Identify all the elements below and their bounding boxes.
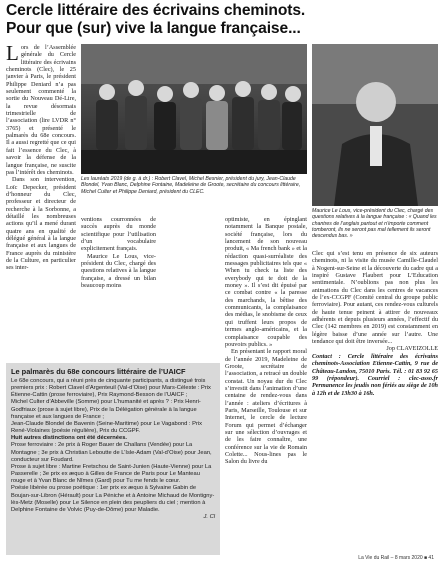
prize-box-signature: J. Cl	[203, 513, 215, 520]
prize-line: Poésie libérée ou prose poétique : 1er prix ex æquo à Sylvaine Gabin de Boujan-sur-Libron (Hérault) pour La Péniche et à Antoine Michaud de Montigny-lès-Metz (Moselle) pour Le Silence en plein des peupliers du ciel ; mention à Delphine Fontaine de Volvic (Puy-de-Dôme) pour Maladie.	[11, 485, 215, 513]
prize-line: Huit autres distinctions ont été décernées.	[11, 435, 127, 442]
column-1-paragraph-2: Dans son intervention, Loïc Depecker, président d’honneur du Clec, professeur et directeur de recherche à la Sorbonne, a détaillé les nombreuses actions qu’il a mené durant quatre ans en qualité de délégué général à la langue française et aux langues de France auprès du ministère de la Culture, en particulier ses inter-	[6, 176, 76, 272]
prize-list-title: Le palmarès du 68e concours littéraire de l’UAICF	[11, 367, 186, 376]
column-3-paragraph-1: optimiste, en épinglant notamment la Banque postale, société française, lors du lancement de son nouveau produit, « Ma french bank » et la rédaction quasi-surréaliste des messages publicitaires tels que « When tu check ta liste des everybody qui te doit de la money ». Il s’est dit épuisé par ce combat contre « la paresse des marchands, la bêtise des communicants, la complaisance des médias, le snobisme de ceux qui truffent leurs propos de termes anglo-américains, et la complaisance coupable des pouvoirs publics. »	[225, 216, 307, 348]
page-footer: La Vie du Rail – 8 mars 2020 ■ 41	[358, 555, 434, 561]
contact-info: Contact : Cercle littéraire des écrivains cheminots-Association Etienne-Cattin, 9 rue de Château-Landon, 75010 Paris. Tél. : 01 83 92 65 99 (répondeur). Courriel : clec-asso.fr Permanence les jeudis non fériés au siège de 10h à 12h et de 13h30 à 16h.	[312, 352, 438, 397]
photo-maurice-le-lous	[312, 44, 438, 206]
article-signature: Jop CLAVEIZOLLE	[386, 345, 438, 353]
prize-line: Jean-Claude Blondel de Bavenin (Seine-Maritime) pour Le Vagabond : Prix René-Violaines (poésie régulière), Prix du CCGPF.	[11, 420, 203, 435]
portrait-photo-illustration	[312, 44, 438, 206]
article-column-1	[6, 44, 76, 360]
prize-line: Le 68e concours, qui a réuni près de cinquante participants, a distingué trois premiers prix : Robert Clavel d’Argenteuil (Val-d’Oise) pour Mars-Céleste : Prix Étienne-Cattin (prose ferroviaire), Prix Raymond-Besson de l’UAICF ;	[11, 378, 211, 399]
prize-list-body	[6, 378, 220, 521]
headline	[6, 2, 438, 38]
headline-line-1: Cercle littéraire des écrivains cheminots.	[6, 2, 306, 19]
headline-line-2: Pour que (sur) vive la langue française...	[6, 20, 301, 37]
photo-maurice-le-lous-caption: Maurice Le Lous, vice-président du Clec, chargé des questions relatives à la langue française : « Quand les chantres de l’anglais partout et n’importe comment tomberont, ils ne seront pas mal tellement ils seront descendus bas. »	[312, 208, 437, 240]
group-photo-illustration	[81, 44, 307, 174]
column-2-paragraph-1: ventions courronnées de succès auprès du monde scientifique pour l’utilisation d’un vocabulaire explicitement français.	[81, 216, 156, 253]
photo-laureates	[81, 44, 307, 174]
article-column-2	[81, 216, 156, 356]
article-column-3	[225, 216, 307, 556]
drop-cap: L	[6, 44, 19, 65]
photo-laureates-caption: Les lauréats 2019 (de g. à dr.) : Robert Clavel, Michel Besnier, président du jury, Jean-Claude Blondel, Yvan Blanc, Delphine Fontaine, Madeleine de Groote, secrétaire du concours littéraire, Michel Culter et Philippe Deniard, président du CLEC.	[81, 176, 301, 195]
column-2-paragraph-2: Maurice Le Lous, vice-président du Clec, chargé des questions relatives à la langue française, a dressé un bilan beaucoup moins	[81, 252, 156, 290]
article-column-4	[312, 250, 438, 550]
prize-list-box	[6, 363, 220, 555]
column-1-paragraph-1: ors de l’Assemblée générale du Cercle littéraire des écrivains cheminots (Clec), le 25 janvier à Paris, le président Philippe Deniard n’a pas seulement commenté la sortie du Nouveau Dé-Lire, la revue désormais trimestrielle de l’association (lire LVDR n° 3765) et présenté le palmarès du 68e concours. Il a aussi regretté que ce qui fait l’essence du Clec, à savoir la défense de la langue française, ne suscite pas l’intérêt des cheminots.	[6, 44, 76, 176]
prize-line: Prose ferroviaire : 2e prix à Roger Bauer de Challans (Vendée) pour La Montagne ; 3e prix à Christian Leboutte de L’Isle-Adam (Val-d’Oise) pour Jean, conducteur sur Foudard.	[11, 442, 212, 463]
prize-line: Prose à sujet libre : Martine Fretschou de Saint-Junien (Haute-Vienne) pour La Passerelle ; 3e prix ex æquo à Gilles de France de Paris pour Le Manteau rouge et à Yvan Blanc de Nîmes (Gard) pour Tu me fends le cœur.	[11, 463, 212, 485]
column-3-paragraph-2: En présentant le rapport moral de l’année 2019, Madeleine de Groote, secrétaire de l’association, a retracé un double constat. Un noyau dur du Clec s’investit dans l’animation d’une centaine de rendez-vous dans l’année : ateliers d’écritures à Paris, Marseille, Toulouse et sur Internet, le cercle de lecture Forum qui permet d’échanger sur une sélection d’ouvrages et de les faire connaître, une conférence sur la vie de Romain Colette... Nous-lines pas le Salon du livre du	[225, 348, 307, 466]
prize-line: Michel Culter d’Abbeville (Somme) pour L’humanité et après ? : Prix Henri-Godfriaux (prose à sujet libre), Prix de la Délégation générale à la langue française et aux langues de France ;	[11, 399, 201, 420]
column-4-paragraph-1: Clec qui s’est tenu en présence de six auteurs cheminots, ni la visite du musée Camille-Claudel à Nogent-sur-Seine et la découverte du cadre qui a inspiré Gustave Flaubert pour L’Education sentimentale. N’oublions pas non plus les animations du Clec dans les centres de vacances de l’ex-CCGPF (Comité central du groupe public ferroviaire). Pour autant, ces rendez-vous culturels de haute tenue peinent à attirer de nouveaux adhérents et depuis plusieurs années, l’effectif du Clec (142 membres en 2019) est constamment en légère baisse d’une année sur l’autre. Une tendance qui doit être inversée...	[312, 250, 438, 346]
